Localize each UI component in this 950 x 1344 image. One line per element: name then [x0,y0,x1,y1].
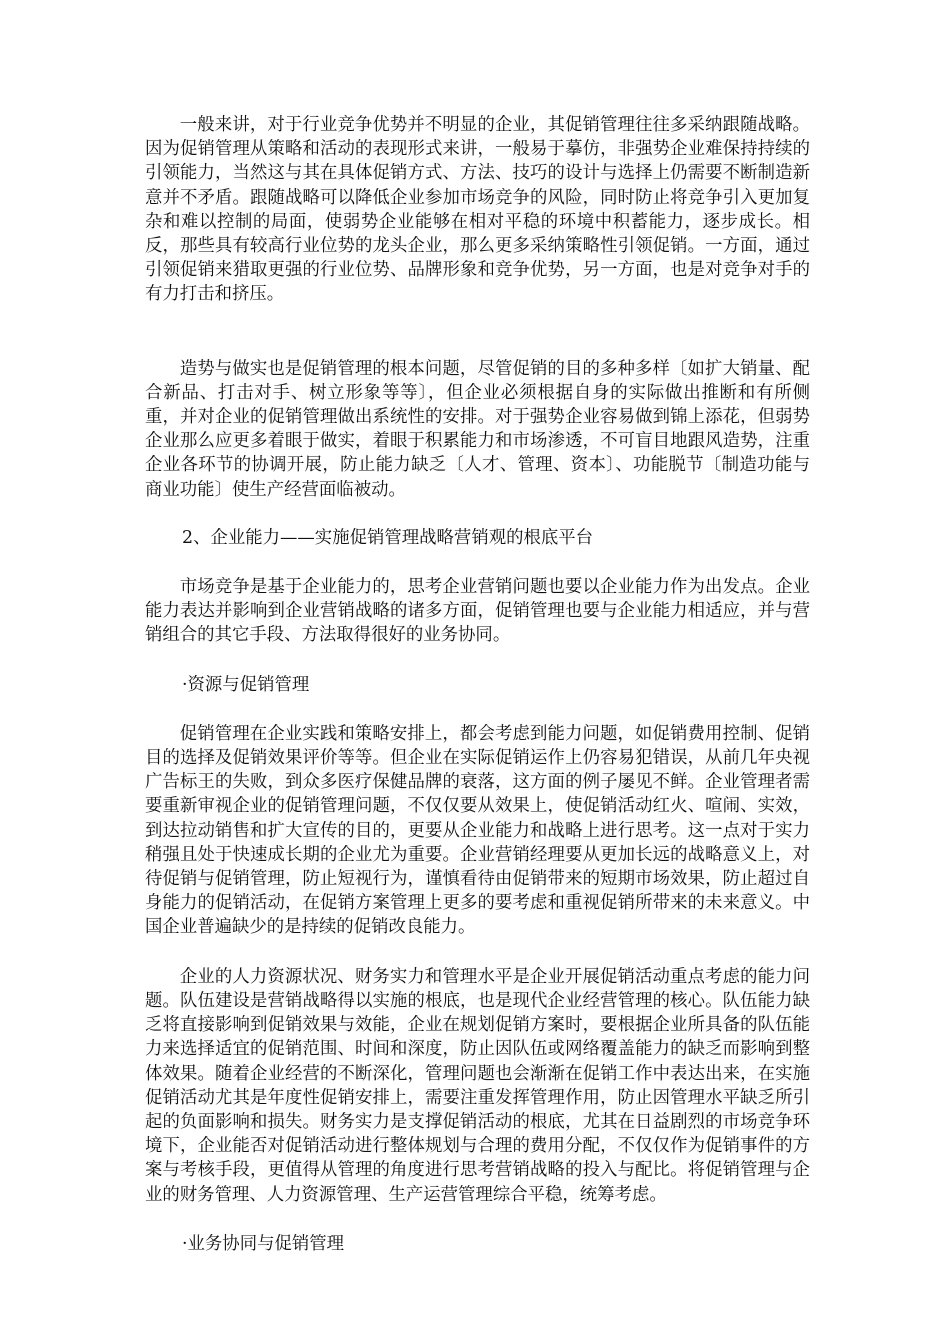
paragraph-hr-finance-management: 企业的人力资源状况、财务实力和管理水平是企业开展促销活动重点考虑的能力问题。队伍建设是营销战略得以实施的根底，也是现代企业经营管理的核心。队伍能力缺乏将直接影响到促销效果与效能，企业在规划促销方案时，要根据企业所具备的队伍能力来选择适宜的促销范围、时间和深度，防止因队伍或网络覆盖能力的缺乏而影响到整体效果。随着企业经营的不断深化，管理问题也会渐渐在促销工作中表达出来，在实施促销活动尤其是年度性促销安排上，需要注重发挥管理作用，防止因管理水平缺乏所引起的负面影响和损失。财务实力是支撑促销活动的根底，尤其在日益剧烈的市场竞争环境下，企业能否对促销活动进行整体规划与合理的费用分配，不仅仅作为促销事件的方案与考核手段，更值得从管理的角度进行思考营销战略的投入与配比。将促销管理与企业的财务管理、人力资源管理、生产运营管理综合平稳，统筹考虑。 [145,966,810,1205]
paragraph-gap [145,307,810,357]
paragraph-capability-issues: 促销管理在企业实践和策略安排上，都会考虑到能力问题，如促销费用控制、促销目的选择及促销效果评价等等。但企业在实际促销运作上仍容易犯错误，从前几年央视广告标王的失败，到众多医疗保健品牌的衰落，这方面的例子屡见不鲜。企业管理者需要重新审视企业的促销管理问题，不仅仅要从效果上，使促销活动红火、喧闹、实效，到达拉动销售和扩大宣传的目的，更要从企业能力和战略上进行思考。这一点对于实力稍强且处于快速成长期的企业尤为重要。企业营销经理要从更加长远的战略意义上，对待促销与促销管理，防止短视行为，谨慎看待由促销带来的短期市场效果，防止超过自身能力的促销活动，在促销方案管理上更多的要考虑和重视促销所带来的未来意义。中国企业普遍缺少的是持续的促销改良能力。 [145,723,810,938]
paragraph-gap [145,697,810,722]
paragraph-gap [145,550,810,575]
paragraph-market-competition: 市场竞争是基于企业能力的，思考企业营销问题也要以企业能力作为出发点。企业能力表达并影响到企业营销战略的诸多方面，促销管理也要与企业能力相适应，并与营销组合的其它手段、方法取得很好的业务协同。 [145,577,810,646]
paragraph-gap [145,502,810,526]
section-heading-enterprise-capability: 2、企业能力——实施促销管理战略营销观的根底平台 [182,527,594,548]
subheading-resources: ·资源与促销管理 [182,674,310,695]
paragraph-follow-strategy: 一般来讲，对于行业竞争优势并不明显的企业，其促销管理往往多采纳跟随战略。因为促销管理从策略和活动的表现形式来讲，一般易于摹仿，非强势企业难保持持续的引领能力，当然这与其在具体促销方式、方法、技巧的设计与选择上仍需要不断制造新意并不矛盾。跟随战略可以降低企业参加市场竞争的风险，同时防止将竞争引入更加复杂和难以控制的局面，使弱势企业能够在相对平稳的环境中积蓄能力，逐步成长。相反，那些具有较高行业位势的龙头企业，那么更多采纳策略性引领促销。一方面，通过引领促销来猎取更强的行业位势、品牌形象和竞争优势，另一方面，也是对竞争对手的有力打击和挤压。 [145,115,810,305]
paragraph-gap [145,1207,810,1232]
subheading-business-synergy: ·业务协同与促销管理 [182,1233,345,1254]
paragraph-momentum-substance: 造势与做实也是促销管理的根本问题，尽管促销的目的多种多样〔如扩大销量、配合新品、打击对手、树立形象等等〕，但企业必须根据自身的实际做出推断和有所侧重，并对企业的促销管理做出系统性的安排。对于强势企业容易做到锦上添花，但弱势企业那么应更多着眼于做实，着眼于积累能力和市场渗透，不可盲目地跟风造势，注重企业各环节的协调开展，防止能力缺乏〔人才、管理、资本〕、功能脱节〔制造功能与商业功能〕使生产经营面临被动。 [145,358,810,500]
document-page [145,113,810,1256]
paragraph-gap [145,648,810,673]
paragraph-gap [145,940,810,965]
